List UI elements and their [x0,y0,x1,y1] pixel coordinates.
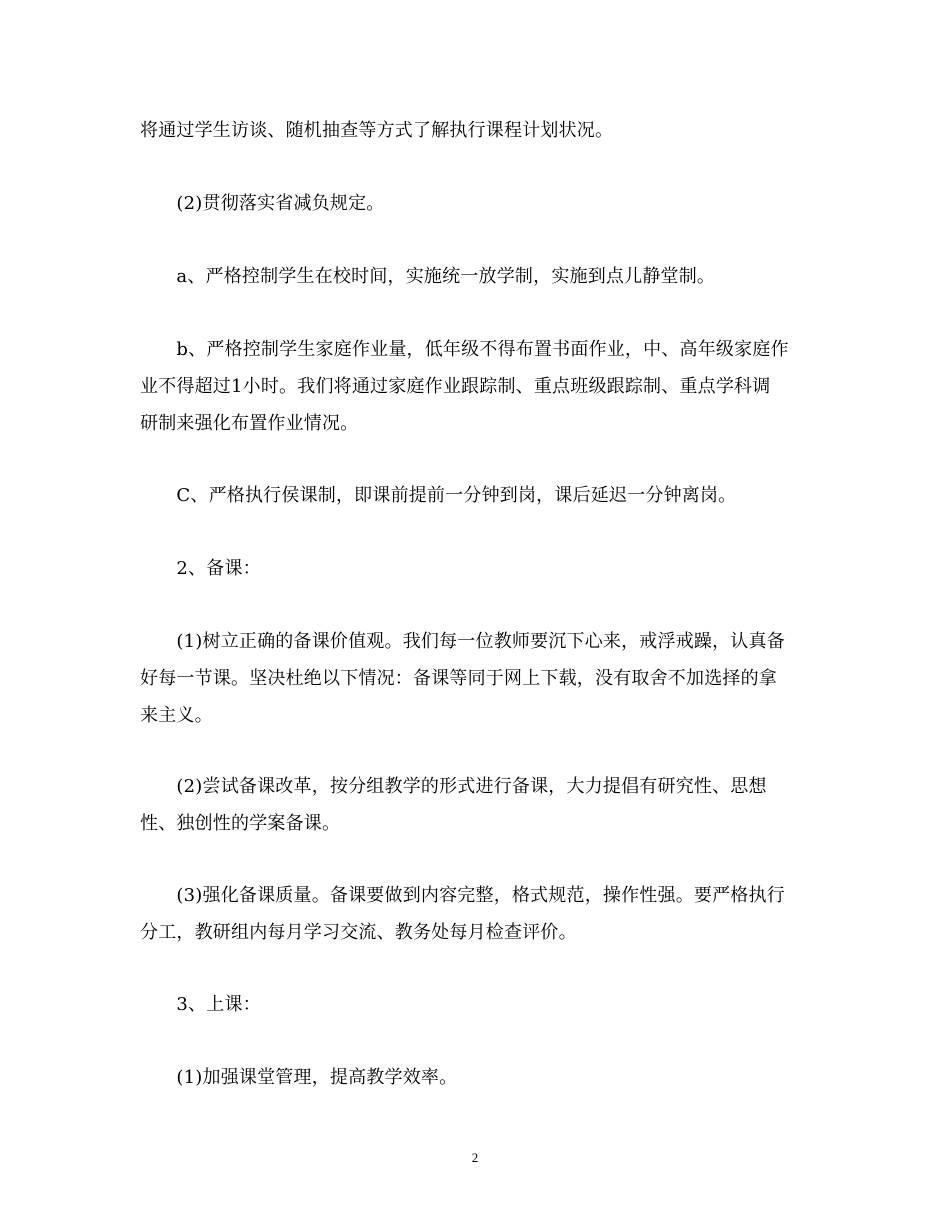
paragraph-8 [140,768,810,842]
section-heading-3 [140,986,810,1023]
text-line: 性、独创性的学案备课。 [140,813,341,834]
paragraph-7 [140,623,810,734]
text-line: 2、备课： [140,558,261,579]
paragraph-4 [140,331,810,442]
text-line: (2)尝试备课改革，按分组教学的形式进行备课，大力提倡有研究性、思想 [140,776,767,797]
paragraph-5 [140,477,810,514]
paragraph-1 [140,112,810,149]
text-line: C、严格执行侯课制，即课前提前一分钟到岗，课后延迟一分钟离岗。 [140,485,737,506]
text-line: (1)加强课堂管理，提高教学效率。 [140,1067,458,1088]
text-line: (2)贯彻落实省减负规定。 [140,193,385,214]
paragraph-11 [140,1059,810,1096]
text-line: 将通过学生访谈、随机抽查等方式了解执行课程计划状况。 [140,120,614,141]
text-line: 分工，教研组内每月学习交流、教务处每月检查评价。 [140,922,577,943]
text-line: 来主义。 [140,705,213,726]
text-line: a、严格控制学生在校时间，实施统一放学制，实施到点儿静堂制。 [140,266,716,287]
text-line: 业不得超过1小时。我们将通过家庭作业跟踪制、重点班级跟踪制、重点学科调 [140,376,771,397]
section-heading-2 [140,550,810,587]
paragraph-2 [140,185,810,222]
page-number: 2 [471,1150,479,1165]
text-line: 好每一节课。坚决杜绝以下情况：备课等同于网上下载，没有取舍不加选择的拿 [140,668,777,689]
paragraph-9 [140,877,810,951]
text-line: (3)强化备课质量。备课要做到内容完整，格式规范，操作性强。要严格执行 [140,885,785,906]
text-line: 3、上课： [140,994,261,1015]
text-line: (1)树立正确的备课价值观。我们每一位教师要沉下心来，戒浮戒躁，认真备 [140,631,785,652]
text-line: 研制来强化布置作业情况。 [140,413,359,434]
text-line: b、严格控制学生家庭作业量，低年级不得布置书面作业，中、高年级家庭作 [140,339,789,360]
paragraph-3 [140,258,810,295]
